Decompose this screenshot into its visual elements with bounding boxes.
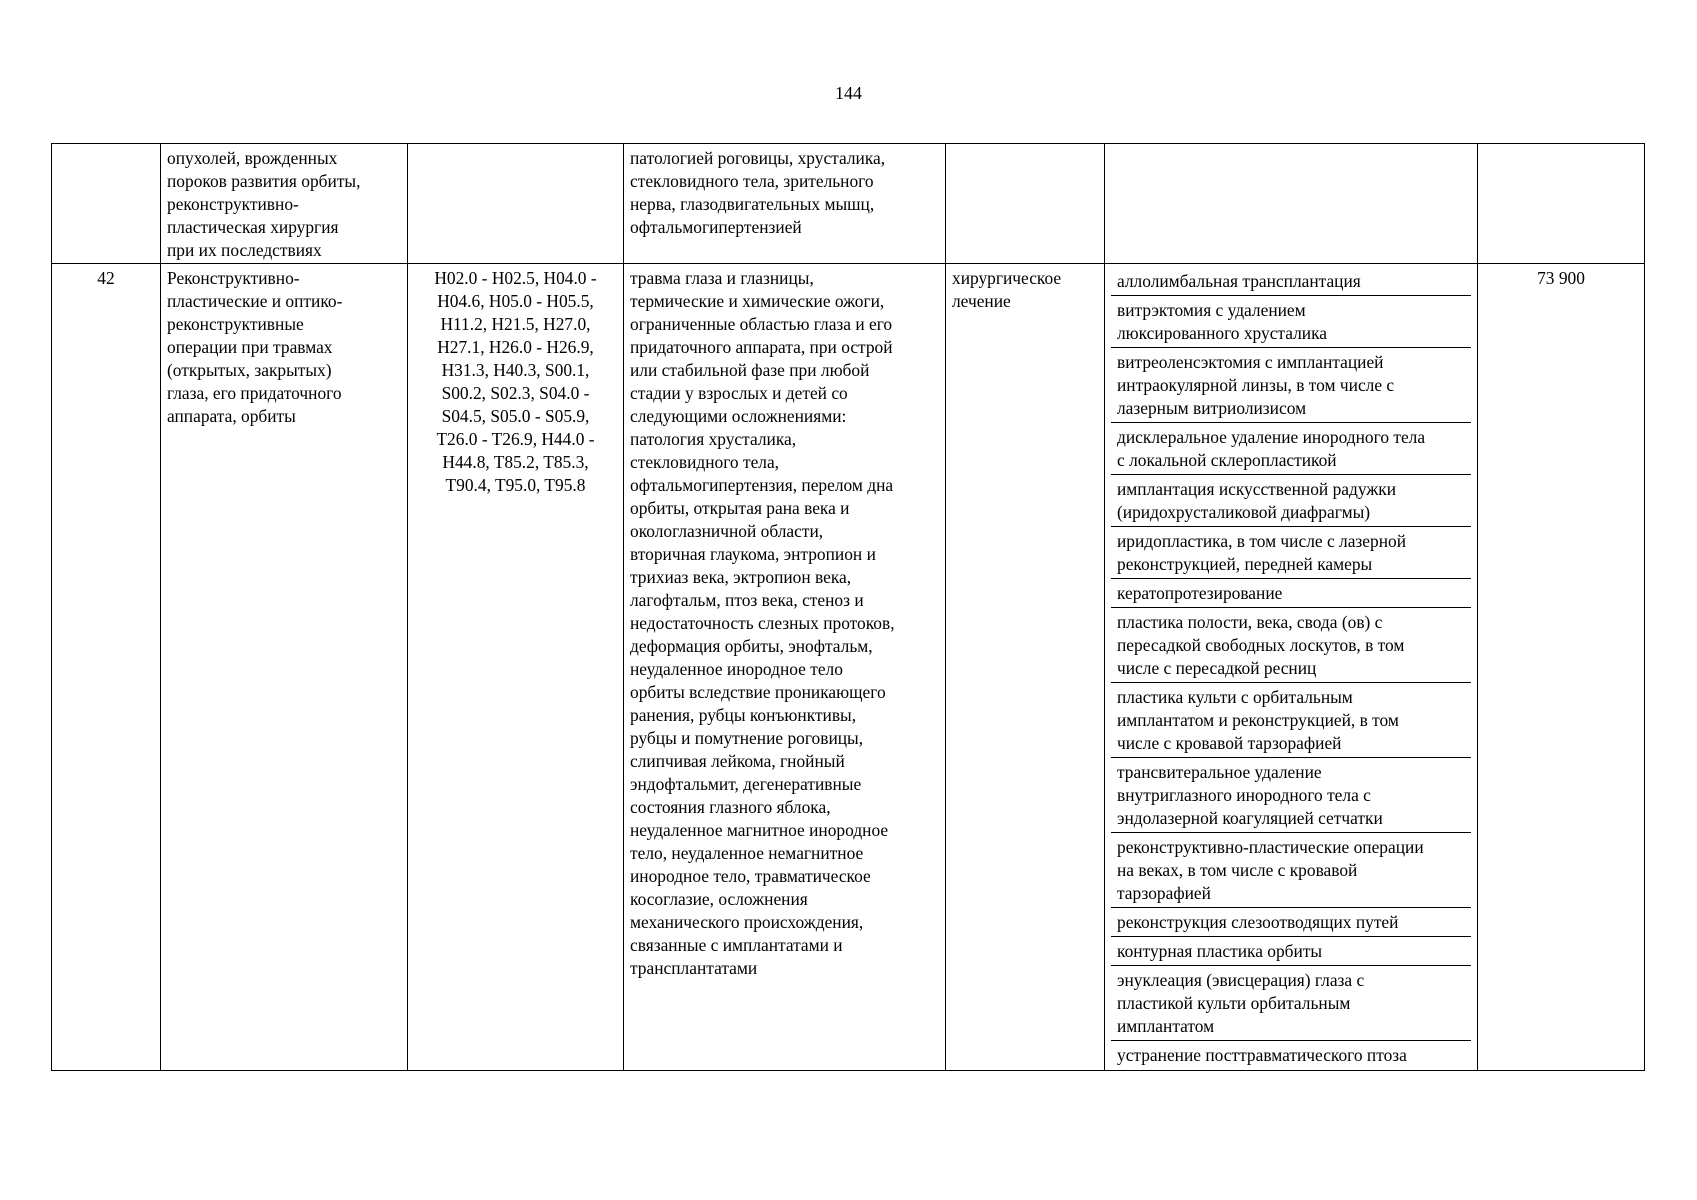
text-line: ограниченные областью глаза и его (630, 314, 893, 334)
text-line: офтальмогипертензия, перелом дна (630, 475, 894, 495)
text-line: H44.8, T85.2, T85.3, (442, 452, 589, 472)
text-line: пластические и оптико- (167, 291, 343, 311)
text-line: хирургическое (952, 268, 1062, 288)
method-line: пластика полости, века, свода (ов) с (1117, 612, 1383, 632)
text-line: H31.3, H40.3, S00.1, (441, 360, 590, 380)
text-line: пороков развития орбиты, (167, 171, 361, 191)
methods-list (1111, 267, 1471, 1069)
row-treatment-cell (946, 264, 1105, 1071)
text-line: состояния глазного яблока, (630, 797, 831, 817)
text-line: деформация орбиты, энофтальм, (630, 636, 873, 656)
text-line: трихиаз века, эктропион века, (630, 567, 852, 587)
text-line: слипчивая лейкома, гнойный (630, 751, 845, 771)
method-line: числе с кровавой тарзорафией (1117, 733, 1342, 753)
method-line: аллолимбальная трансплантация (1117, 271, 1361, 291)
text-line: стадии у взрослых и детей со (630, 383, 848, 403)
continuation-name-cell (161, 144, 408, 264)
text-line: связанные с имплантатами и (630, 935, 843, 955)
method-line: дисклеральное удаление инородного тела (1117, 427, 1426, 447)
continuation-number-cell (52, 144, 161, 264)
method-line: (иридохрусталиковой диафрагмы) (1117, 502, 1371, 522)
method-item (1111, 1041, 1471, 1069)
row-model-cell (624, 264, 946, 1071)
method-item (1111, 966, 1471, 1041)
text-line: T26.0 - T26.9, H44.0 - (436, 429, 595, 449)
text-line: пластическая хирургия (167, 217, 339, 237)
text-line: трансплантатами (630, 958, 758, 978)
text-line: стекловидного тела, зрительного (630, 171, 874, 191)
method-item (1111, 475, 1471, 527)
text-line: или стабильной фазе при любой (630, 360, 870, 380)
method-line: пластика культи с орбитальным (1117, 687, 1353, 707)
text-line: H04.6, H05.0 - H05.5, (437, 291, 594, 311)
row-name-cell (161, 264, 408, 1071)
text-line: лечение (952, 291, 1011, 311)
method-item (1111, 758, 1471, 833)
text-line: нерва, глазодвигательных мышц, (630, 194, 875, 214)
method-line: энуклеация (эвисцерация) глаза с (1117, 970, 1365, 990)
table-row (52, 264, 1645, 1071)
text-line: придаточного аппарата, при острой (630, 337, 893, 357)
continuation-methods-cell (1105, 144, 1478, 264)
text-line: лагофтальм, птоз века, стеноз и (630, 590, 864, 610)
method-line: витрэктомия с удалением (1117, 300, 1306, 320)
method-item (1111, 908, 1471, 937)
method-line: пересадкой свободных лоскутов, в том (1117, 635, 1405, 655)
text-line: ранения, рубцы конъюнктивы, (630, 705, 857, 725)
text-line: неудаленное магнитное инородное (630, 820, 889, 840)
text-line: инородное тело, травматическое (630, 866, 871, 886)
text-line: недостаточность слезных протоков, (630, 613, 895, 633)
text-line: аппарата, орбиты (167, 406, 296, 426)
text-line: реконструктивные (167, 314, 304, 334)
text-line: косоглазие, осложнения (630, 889, 808, 909)
text-line: H27.1, H26.0 - H26.9, (437, 337, 594, 357)
method-item (1111, 527, 1471, 579)
row-methods-cell (1105, 264, 1478, 1071)
text-line: реконструктивно- (167, 194, 299, 214)
text-line: H02.0 - H02.5, H04.0 - (434, 268, 597, 288)
text-line: орбиты вследствие проникающего (630, 682, 886, 702)
text-line: вторичная глаукома, энтропион и (630, 544, 876, 564)
method-line: числе с пересадкой ресниц (1117, 658, 1317, 678)
text-line: следующими осложнениями: (630, 406, 847, 426)
text-line: H11.2, H21.5, H27.0, (440, 314, 591, 334)
method-line: имплантатом (1117, 1016, 1215, 1036)
text-line: травма глаза и глазницы, (630, 268, 814, 288)
method-item (1111, 937, 1471, 966)
row-price-cell: 73 900 (1478, 264, 1645, 1071)
text-line: термические и химические ожоги, (630, 291, 885, 311)
method-line: реконструкцией, передней камеры (1117, 554, 1373, 574)
text-line: S00.2, S02.3, S04.0 - (441, 383, 590, 403)
method-line: пластикой культи орбитальным (1117, 993, 1351, 1013)
method-line: реконструкция слезоотводящих путей (1117, 912, 1399, 932)
method-line: трансвитеральное удаление (1117, 762, 1322, 782)
method-line: устранение посттравматического птоза (1117, 1045, 1407, 1065)
text-line: офтальмогипертензией (630, 217, 802, 237)
text-line: патологией роговицы, хрусталика, (630, 148, 886, 168)
method-item (1111, 579, 1471, 608)
continuation-row (52, 144, 1645, 264)
text-line: рубцы и помутнение роговицы, (630, 728, 864, 748)
method-line: с локальной склеропластикой (1117, 450, 1337, 470)
continuation-codes-cell (408, 144, 624, 264)
text-line: Реконструктивно- (167, 268, 300, 288)
text-line: (открытых, закрытых) (167, 360, 332, 380)
method-line: тарзорафией (1117, 883, 1211, 903)
text-line: операции при травмах (167, 337, 333, 357)
method-line: витреоленсэктомия с имплантацией (1117, 352, 1384, 372)
method-line: имплантатом и реконструкцией, в том (1117, 710, 1399, 730)
method-line: кератопротезирование (1117, 583, 1283, 603)
services-table (51, 143, 1645, 1071)
text-line: эндофтальмит, дегенеративные (630, 774, 862, 794)
text-line: T90.4, T95.0, T95.8 (445, 475, 586, 495)
method-line: контурная пластика орбиты (1117, 941, 1323, 961)
method-item (1111, 608, 1471, 683)
page-number: 144 (835, 83, 862, 103)
method-line: люксированного хрусталика (1117, 323, 1328, 343)
method-item (1111, 833, 1471, 908)
text-line: орбиты, открытая рана века и (630, 498, 850, 518)
continuation-treatment-cell (946, 144, 1105, 264)
method-line: иридопластика, в том числе с лазерной (1117, 531, 1406, 551)
row-codes-cell (408, 264, 624, 1071)
text-line: неудаленное инородное тело (630, 659, 843, 679)
method-item (1111, 683, 1471, 758)
text-line: механического происхождения, (630, 912, 864, 932)
text-line: глаза, его придаточного (167, 383, 342, 403)
method-line: интраокулярной линзы, в том числе с (1117, 375, 1395, 395)
text-line: стекловидного тела, (630, 452, 780, 472)
text-line: тело, неудаленное немагнитное (630, 843, 864, 863)
method-line: лазерным витриолизисом (1117, 398, 1307, 418)
method-item (1111, 267, 1471, 296)
text-line: окологлазничной области, (630, 521, 824, 541)
text-line: патология хрусталика, (630, 429, 797, 449)
method-line: на веках, в том числе с кровавой (1117, 860, 1358, 880)
text-line: опухолей, врожденных (167, 148, 338, 168)
method-line: реконструктивно-пластические операции (1117, 837, 1424, 857)
method-item (1111, 348, 1471, 423)
method-line: имплантация искусственной радужки (1117, 479, 1397, 499)
continuation-model-cell (624, 144, 946, 264)
row-number-cell: 42 (52, 264, 161, 1071)
method-item (1111, 423, 1471, 475)
method-line: внутриглазного инородного тела с (1117, 785, 1371, 805)
continuation-price-cell (1478, 144, 1645, 264)
method-item (1111, 296, 1471, 348)
method-line: эндолазерной коагуляцией сетчатки (1117, 808, 1383, 828)
text-line: при их последствиях (167, 240, 322, 260)
text-line: S04.5, S05.0 - S05.9, (441, 406, 590, 426)
